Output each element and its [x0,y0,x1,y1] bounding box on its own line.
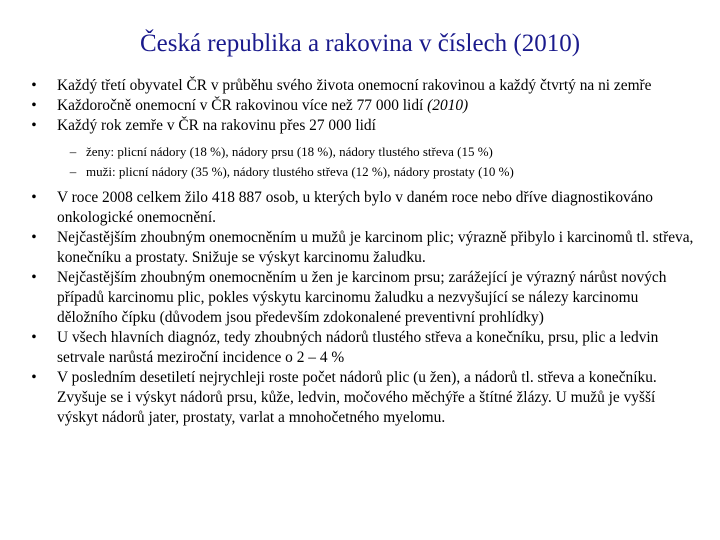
sub-bullet-item [28,162,700,182]
bullet-item [28,76,700,96]
bullet-marker: • [31,229,37,246]
sub-bullet-text: muži: plicní nádory (35 %), nádory tlustého střeva (12 %), nádory prostaty (10 %) [86,164,514,179]
bullet-item [28,328,700,368]
sub-bullet-item [28,142,700,162]
bullet-text: Nejčastějším zhoubným onemocněním u žen je karcinom prsu; zarážející je výrazný nárůst nových případů karcinomu plic, pokles výskytu karcinomu žaludku a nezvyšující se nálezy karcinomu děložního čípku (důvodem jsou především zdokonalené preventivní prohlídky) [57,269,667,326]
sub-bullet-list [28,142,700,182]
slide-title: Česká republika a rakovina v číslech (2010) [139,30,581,57]
bullet-text: U všech hlavních diagnóz, tedy zhoubných nádorů tlustého střeva a konečníku, prsu, plic a ledvin setrvale narůstá meziroční incidence o 2 – 4 % [57,329,659,366]
bullet-marker: • [31,189,37,206]
bullet-item [28,96,700,116]
bullet-item [28,228,700,268]
bullet-text: V posledním desetiletí nejrychleji roste počet nádorů plic (u žen), a nádorů tl. střeva a konečníku. Zvyšuje se i výskyt nádorů prsu, kůže, ledvin, močového měchýře a štítné žlázy. U mužů je vyšší výskyt nádorů jater, prostaty, varlat a mnohočetného myelomu. [57,369,657,426]
bullet-item [28,116,700,182]
bullet-marker: • [31,97,37,114]
bullet-text: Každý třetí obyvatel ČR v průběhu svého života onemocní rakovinou a každý čtvrtý na ni zemře [57,77,652,94]
bullet-item [28,188,700,228]
bullet-item [28,268,700,328]
bullet-marker: • [31,117,37,134]
bullet-list [28,76,700,428]
sub-bullet-marker: – [69,164,77,179]
bullet-marker: • [31,77,37,94]
bullet-marker: • [31,329,37,346]
bullet-marker: • [31,269,37,286]
bullet-emphasis: (2010) [427,97,469,114]
bullet-text: V roce 2008 celkem žilo 418 887 osob, u kterých bylo v daném roce nebo dříve diagnostikováno onkologické onemocnění. [57,189,653,226]
bullet-text: Nejčastějším zhoubným onemocněním u mužů je karcinom plic; výrazně přibylo i karcinomů tl. střeva, konečníku a prostaty. Snižuje se výskyt karcinomu žaludku. [57,229,694,266]
bullet-text: Každoročně onemocní v ČR rakovinou více než 77 000 lidí [57,97,428,114]
sub-bullet-marker: – [69,144,77,159]
sub-bullet-text: ženy: plicní nádory (18 %), nádory prsu (18 %), nádory tlustého střeva (15 %) [86,144,493,159]
bullet-item [28,368,700,428]
bullet-text: Každý rok zemře v ČR na rakovinu přes 27 000 lidí [57,117,376,134]
bullet-marker: • [31,369,37,386]
